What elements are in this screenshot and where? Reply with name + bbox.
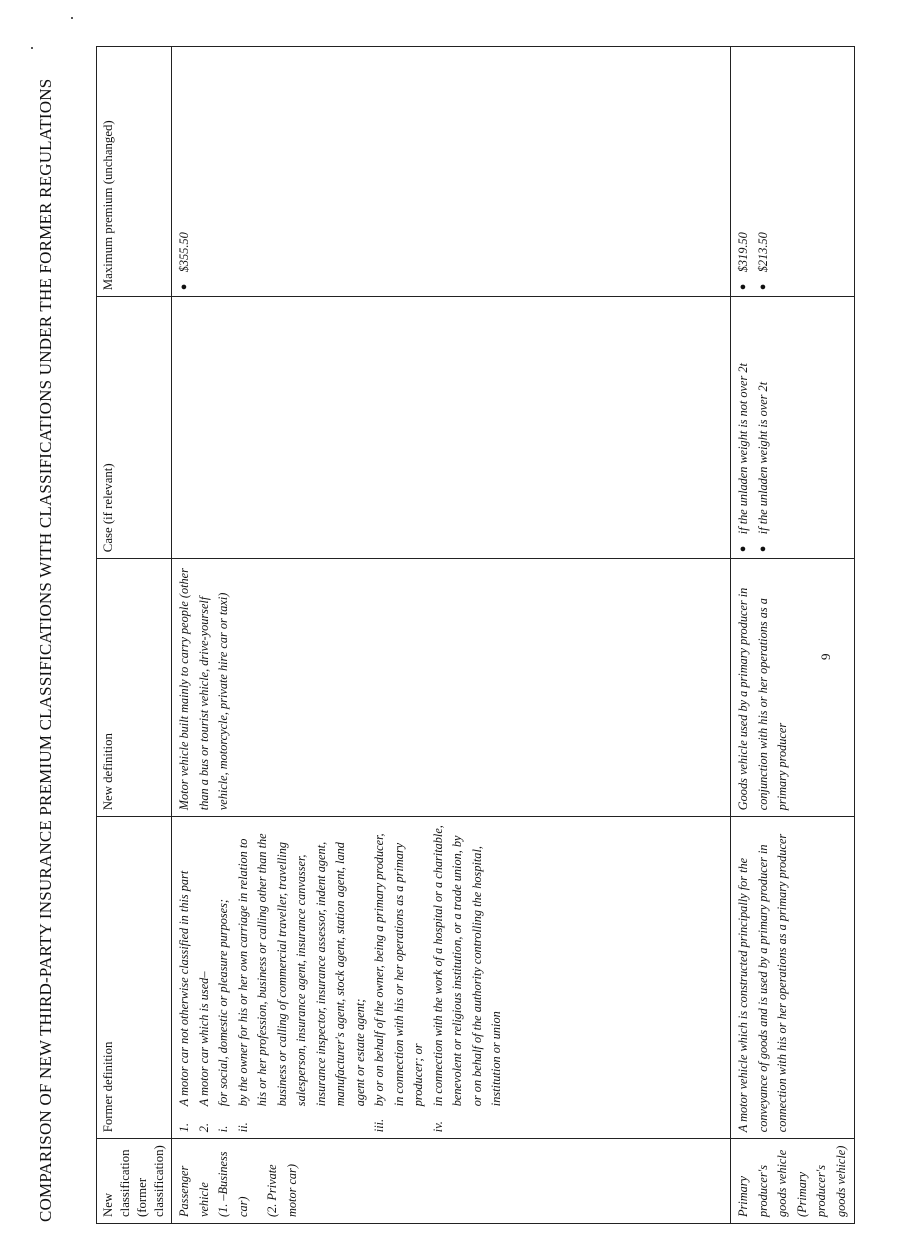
classification-name: Primary producer's goods vehicle [736,1149,789,1217]
list-item: i. for social, domestic or pleasure purposes; [216,899,230,1133]
classification-name: Passenger vehicle [177,1165,211,1217]
table-row [172,47,731,1224]
classification-table [96,46,855,1224]
header-max-premium: Maximum premium (unchanged) [97,47,172,297]
header-former-definition: Former definition [97,817,172,1139]
list-item: iv. in connection with the work of a hospital or a charitable, benevolent or religious institution, or a trade union, by or on behalf of the authority controlling the hospital, institution or union [430,825,503,1133]
former-classification: (1. –Business car) [216,1151,250,1217]
new-definition-cell: Goods vehicle used by a primary producer in conjunction with his or her operations as a primary producer [731,559,855,817]
case-cell [731,297,855,559]
bullet-icon: ● [737,283,749,291]
scan-speck [31,47,33,49]
header-row [97,47,172,1224]
premium-item: ● $355.50 [175,53,195,290]
header-case: Case (if relevant) [97,297,172,559]
former-definition-cell [172,817,731,1139]
document-title: COMPARISON OF NEW THIRD-PARTY INSURANCE PREMIUM CLASSIFICATIONS WITH CLASSIFICATIONS UNDER THE FORMER REGULATIONS [36,78,55,1222]
classification-cell [731,1139,855,1224]
list-item: ii. by the owner for his or her own carriage in relation to his or her profession, business or calling other than the business or calling of commercial traveller, travelling salesperson, insurance agent, insurance canvasser, insurance inspector, insurance assessor, indent agent, manufacturer's agent, stock agent, station agent, land agent or estate agent; [235,833,367,1133]
premium-item: ● $319.50 [734,53,754,290]
premium-item: ● $213.50 [754,53,774,290]
bullet-icon: ● [178,283,190,291]
classification-cell [172,1139,731,1224]
table-row [731,47,855,1224]
premium-cell [731,47,855,297]
scan-speck [71,17,73,19]
bullet-icon: ● [737,545,749,553]
list-item: 1. A motor car not otherwise classified in this part [177,870,191,1133]
page-number: 9 [818,653,833,660]
list-item: iii. by or on behalf of the owner, being a primary producer, in connection with his or her operations as a primary producer; or [372,833,425,1133]
bullet-icon: ● [756,283,769,291]
header-new-definition: New definition [97,559,172,817]
bullet-icon: ● [756,545,769,553]
new-definition-cell: Motor vehicle built mainly to carry people (other than a bus or tourist vehicle, drive-yourself vehicle, motorcycle, private hire car or taxi) [172,559,731,817]
former-definition-cell: A motor vehicle which is constructed principally for the conveyance of goods and is used by a primary producer in connection with his or her operations as a primary producer [731,817,855,1139]
former-classification: (Primary producer's goods vehicle) [794,1145,848,1217]
case-item: ● if the unladen weight is over 2t [754,303,774,552]
former-classification: (2. Private motor car) [265,1164,299,1217]
premium-cell [172,47,731,297]
case-item: ● if the unladen weight is not over 2t [734,303,754,552]
header-new-classification: New classification (former classification) [97,1139,172,1224]
case-cell [172,297,731,559]
list-item: 2. A motor car which is used– [196,971,211,1133]
